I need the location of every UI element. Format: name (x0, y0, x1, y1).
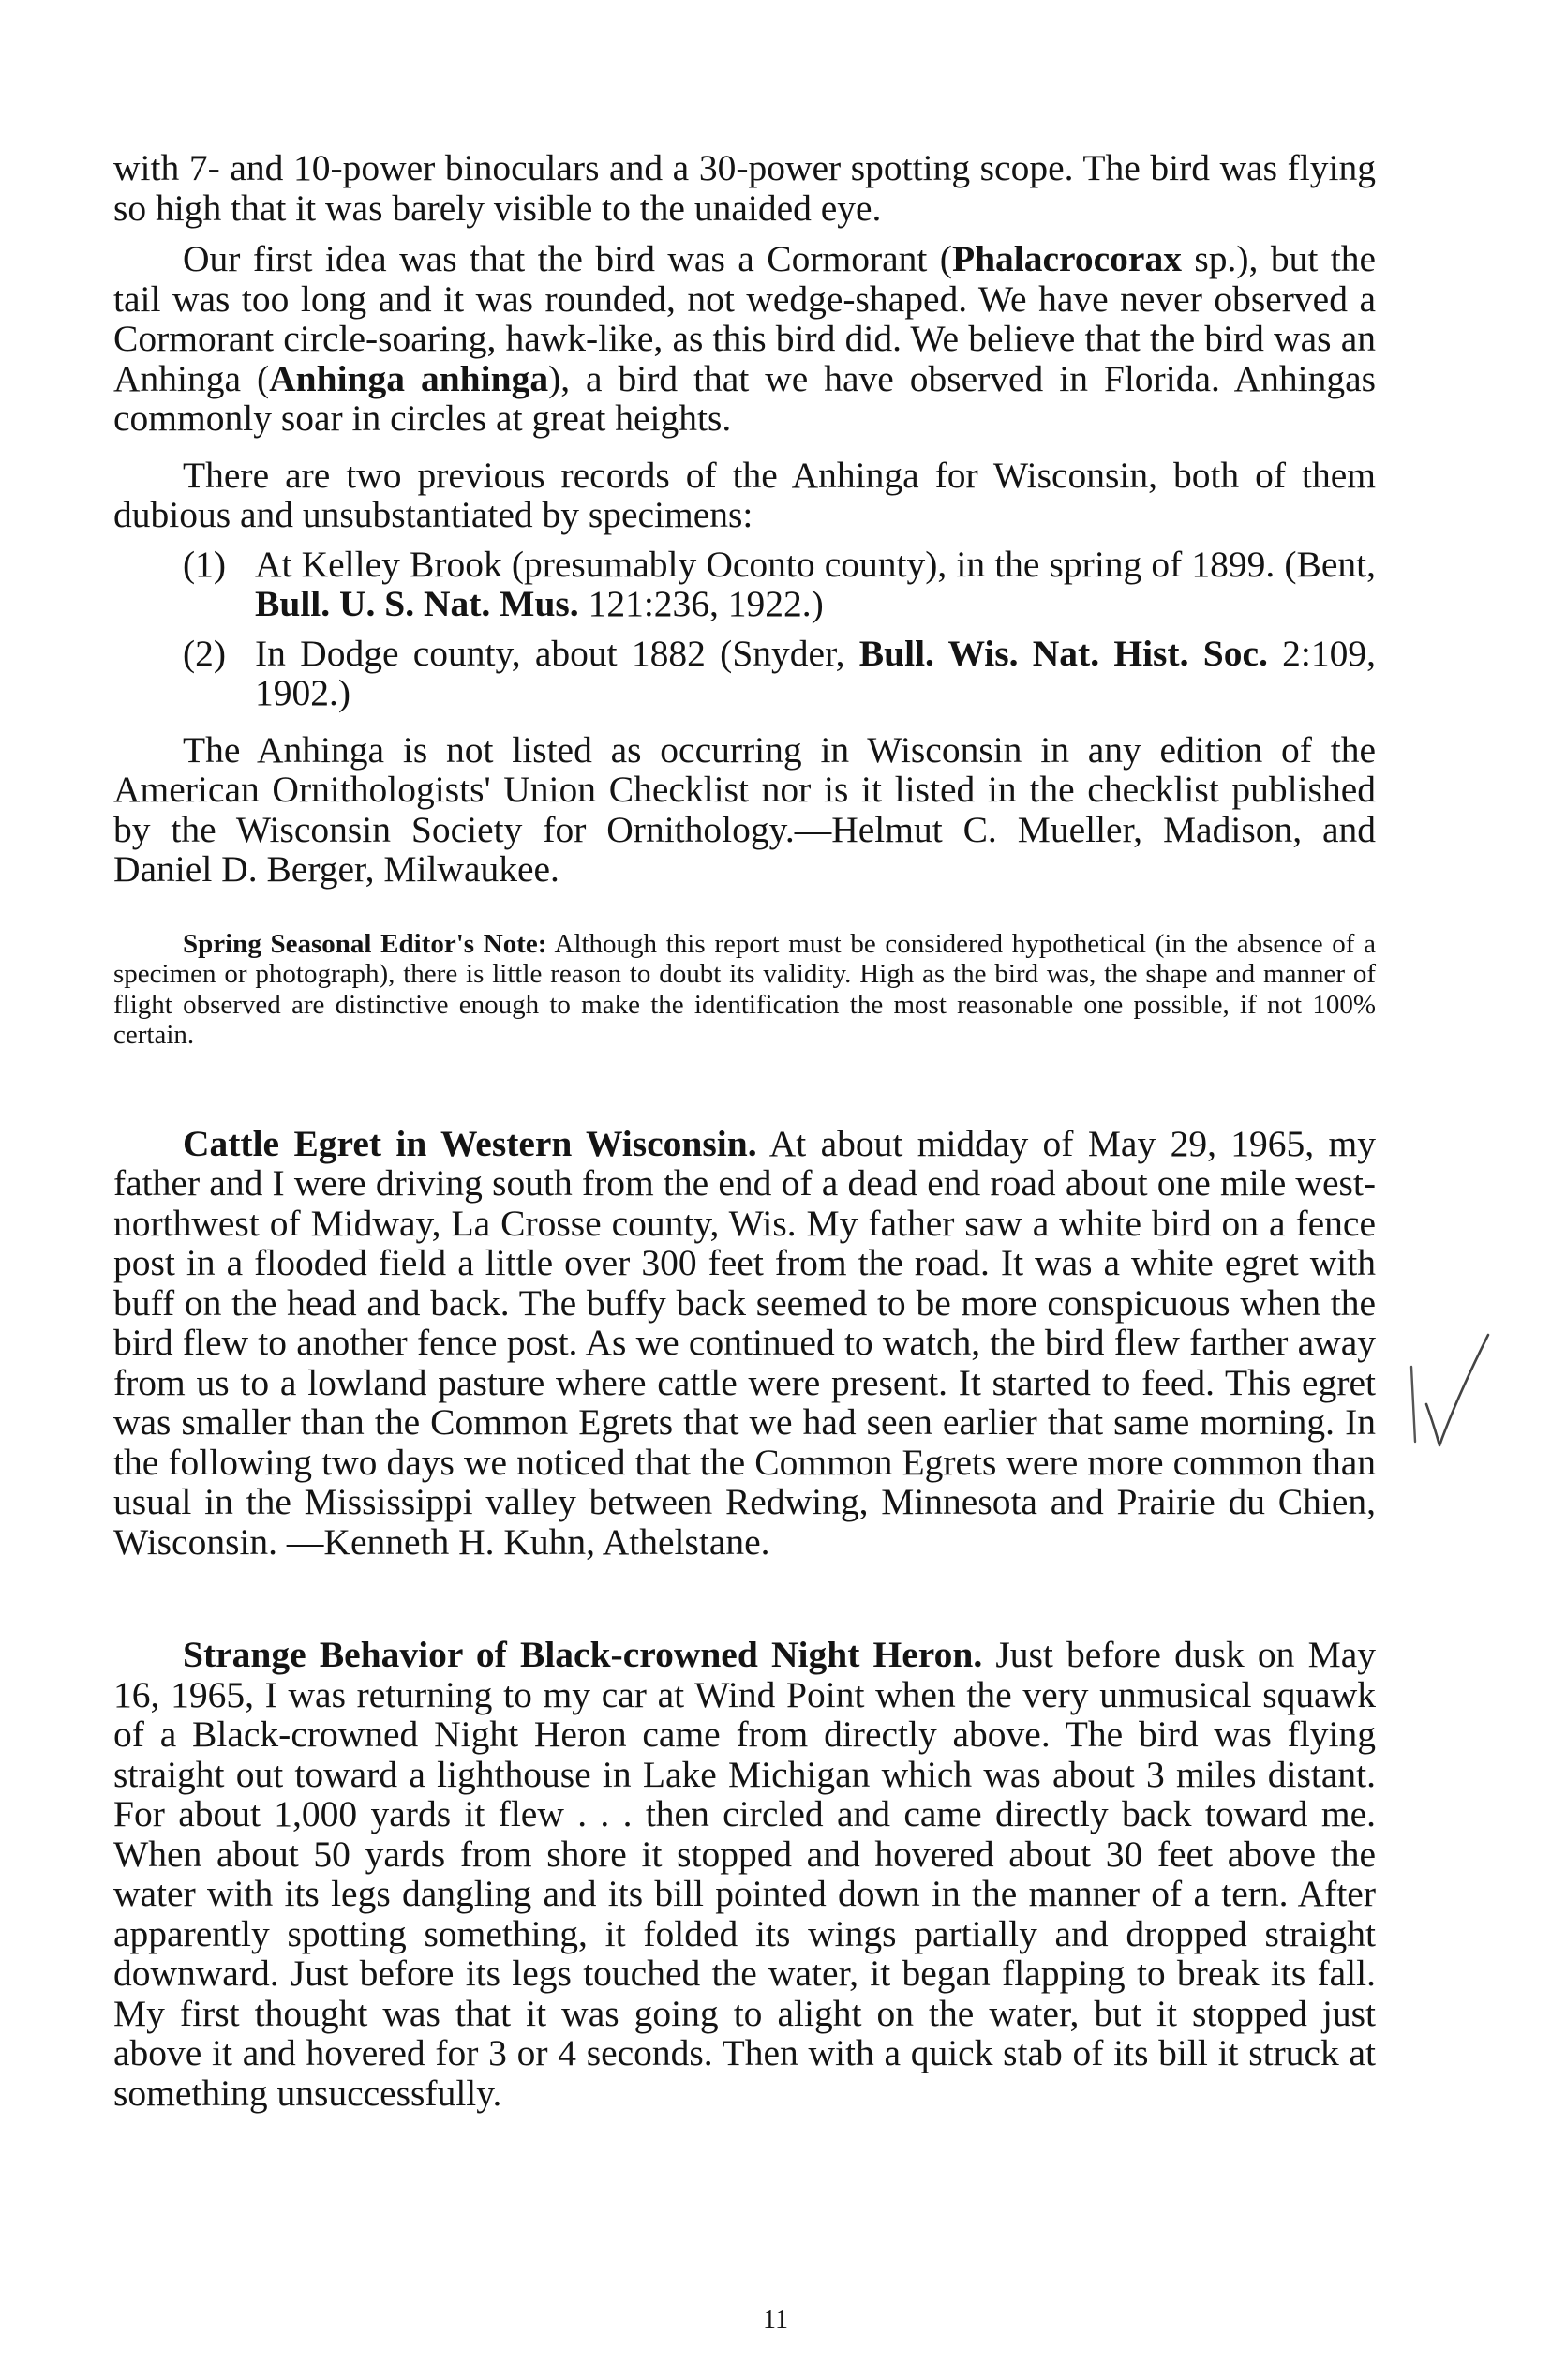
page-body (113, 148, 1376, 2113)
paragraph-text: sp.), but the tail was too long and it was rounded, not wedge-shaped. We have never observed a Cormorant circle-soaring, hawk-like, as this bird did. We believe that the bird was an Anhinga ( (113, 238, 1377, 399)
paragraph-cormorant (113, 239, 1376, 439)
record-text: At Kelley Brook (presumably Oconto county), in the spring of 1899. (Bent, (255, 543, 1376, 585)
note-text: Although this report must be considered hypothetical (in the absence of a specimen or photograph), there is little reason to doubt its validity. High as the bird was, the shape and manner of flight observed are distinctive enough to make the identification the most reasonable one possible, if not 100% certain. (113, 928, 1376, 1050)
paragraph-text: ), a bird that we have observed in Florida. Anhingas commonly soar in circles at great heights. (113, 357, 1376, 439)
record-text: In Dodge county, about 1882 (Snyder, (255, 632, 859, 674)
article-title: Strange Behavior of Black-crowned Night Heron. (183, 1634, 983, 1675)
article-text: At about midday of May 29, 1965, my father and I were driving south from the end of a dead end road about one mile west-northwest of Midway, La Crosse county, Wis. My father saw a white bird on a fence post in a flooded field a little over 300 feet from the road. It was a white egret with buff on the head and back. The buffy back seemed to be more conspicuous when the bird flew to another fence post. As we continued to watch, the bird flew farther away from us to a lowland pasture where cattle were present. It started to feed. This egret was smaller than the Common Egrets that we had seen earlier that same morning. In the following two days we noticed that the Common Egrets were more common than usual in the Mississippi valley between Redwing, Minnesota and Prairie du Chien, Wisconsin. —Kenneth H. Kuhn, Athelstane. (113, 1122, 1376, 1563)
record-list-item (113, 545, 1376, 624)
paragraph-binoculars (113, 148, 1376, 228)
record-text: 121:236, 1922.) (578, 583, 824, 624)
scientific-name: Anhinga anhinga (269, 357, 549, 399)
scientific-name: Phalacrocorax (951, 238, 1182, 279)
article-night-heron (113, 1635, 1376, 2113)
record-text: 2:109, 1902.) (255, 632, 1377, 713)
paragraph-previous-records (113, 456, 1376, 535)
page-number: 11 (763, 2305, 788, 2334)
citation-journal: Bull. U. S. Nat. Mus. (255, 583, 579, 624)
paragraph-text: The Anhinga is not listed as occurring in Wisconsin in any edition of the American Ornithologists' Union Checklist nor is it listed in the checklist published by the Wisconsin Society for Ornithology.—Helmut C. Mueller, Madison, and Daniel D. Berger, Milwaukee. (113, 728, 1376, 890)
handwritten-check-mark (1408, 1331, 1492, 1453)
paragraph-checklist (113, 730, 1376, 890)
list-number: (1) (183, 543, 227, 585)
article-cattle-egret (113, 1124, 1376, 1563)
paragraph-text: with 7- and 10-power binoculars and a 30-power spotting scope. The bird was flying so high that it was barely visible to the unaided eye. (113, 147, 1376, 229)
list-text (255, 545, 1376, 624)
article-title: Cattle Egret in Western Wisconsin. (183, 1122, 757, 1164)
editors-note (113, 929, 1376, 1051)
list-text (255, 634, 1376, 713)
paragraph-text: There are two previous records of the Anhinga for Wisconsin, both of them dubious and unsubstantiated by specimens: (113, 454, 1376, 535)
citation-journal: Bull. Wis. Nat. Hist. Soc. (858, 632, 1268, 674)
paragraph-text: Our first idea was that the bird was a Cormorant ( (183, 238, 952, 279)
article-text: Just before dusk on May 16, 1965, I was returning to my car at Wind Point when the very unmusical squawk of a Black-crowned Night Heron came from directly above. The bird was flying straight out toward a lighthouse in Lake Michigan which was about 3 miles distant. For about 1,000 yards it flew . . . then circled and came directly back toward me. When about 50 yards from shore it stopped and hovered about 30 feet above the water with its legs dangling and its bill pointed down in the manner of a tern. After apparently spotting something, it folded its wings partially and dropped straight downward. Just before its legs touched the water, it began flapping to break its fall. My first thought was that it was going to alight on the water, but it stopped just above it and hovered for 3 or 4 seconds. Then with a quick stab of its bill it struck at something unsuccessfully. (113, 1634, 1376, 2114)
record-list-item (113, 634, 1376, 713)
list-number: (2) (183, 632, 227, 674)
note-lead: Spring Seasonal Editor's Note: (183, 928, 547, 959)
